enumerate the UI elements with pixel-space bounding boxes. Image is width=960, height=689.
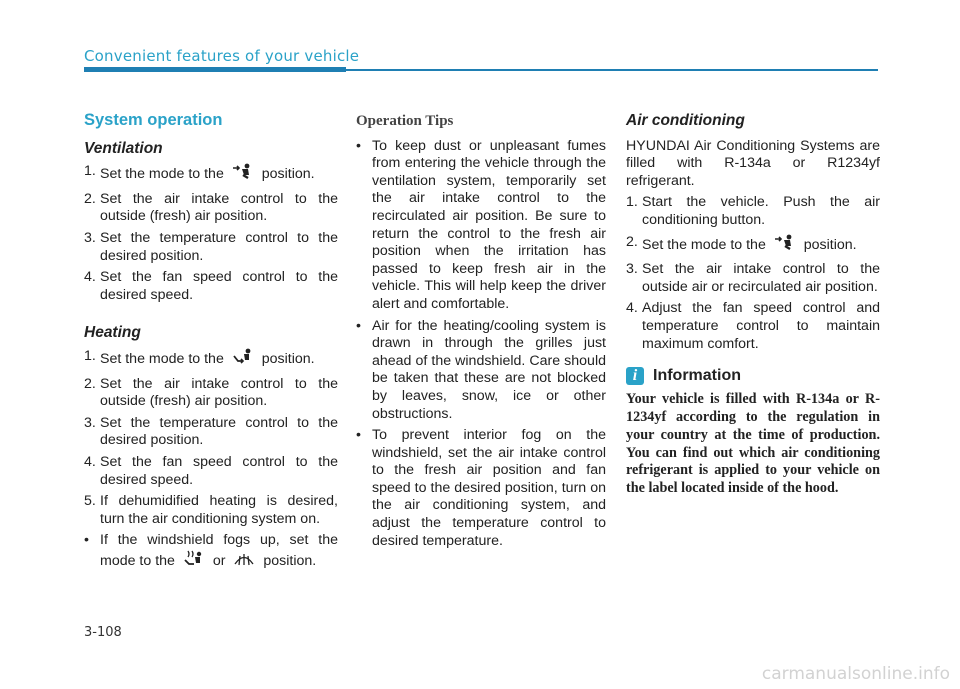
- tip-item: • To prevent interior fog on the windshield, set the air intake control to the fresh air position and fan speed to the desired position, turn on the air conditioning system, and adjust the temperature control to desired temperature.: [356, 427, 606, 549]
- information-header: [626, 367, 880, 385]
- operation-tips-title: Operation Tips: [356, 113, 454, 129]
- section-header-title: Convenient features of your vehicle: [84, 47, 360, 65]
- heating-step-1: 1. Set the mode to the position.: [84, 348, 338, 372]
- ac-step-1: 1. Start the vehicle. Push the air conditioning button.: [626, 194, 880, 228]
- heating-step-3: 3. Set the temperature control to the desired position.: [84, 414, 338, 449]
- ac-step-2: 2. Set the mode to the position.: [626, 234, 880, 258]
- operation-tips-list: [356, 138, 606, 551]
- heating-title: Heating: [84, 324, 141, 342]
- ventilation-title: Ventilation: [84, 139, 163, 157]
- ventilation-steps: [84, 163, 338, 304]
- air-conditioning-intro: HYUNDAI Air Conditioning Systems are filled with R-134a or R1234yf refrigerant.: [626, 137, 880, 189]
- ac-step-3: 3. Set the air intake control to the outside air or recirculated air position.: [626, 261, 880, 295]
- heating-step-2: 2. Set the air intake control to the outside (fresh) air position.: [84, 375, 338, 410]
- column-operation-tips: [356, 110, 606, 554]
- ventilation-step-1: 1. Set the mode to the position.: [84, 163, 338, 187]
- air-conditioning-steps: [626, 194, 880, 353]
- information-title: Information: [653, 367, 741, 385]
- heating-step-4: 4. Set the fan speed control to the desired speed.: [84, 453, 338, 488]
- header-rule-thin: [346, 69, 878, 71]
- information-body: Your vehicle is filled with R-134a or R-1234yf according to the regulation in your country at the time of production. You can find out which air conditioning refrigerant is applied to your vehicle on the label located inside of the hood.: [626, 391, 880, 497]
- tip-item: • To keep dust or unpleasant fumes from entering the vehicle through the ventilation system, temporarily set the air intake control to the recirculated air position. Be sure to return the control to the fresh air position when the irritation has passed to keep fresh air in the vehicle. This will help keep the driver alert and comfortable.: [356, 137, 606, 312]
- mode-floor-icon: [232, 348, 254, 372]
- mode-floor-defrost-icon: [183, 550, 205, 574]
- heating-bullet-windshield: • If the windshield fogs up, set the mode to the or position.: [84, 532, 338, 573]
- air-conditioning-title: Air conditioning: [626, 112, 745, 129]
- header-rule-thick: [84, 67, 346, 72]
- heating-step-5: 5. If dehumidified heating is desired, turn the air conditioning system on.: [84, 493, 338, 527]
- heating-steps: [84, 348, 338, 528]
- mode-face-icon: [774, 234, 796, 258]
- ventilation-step-3: 3. Set the temperature control to the desired position.: [84, 229, 338, 264]
- mode-face-icon: [232, 163, 254, 187]
- heating-bullets: [84, 532, 338, 573]
- watermark: carmanualsonline.info: [761, 664, 950, 684]
- ventilation-step-2: 2. Set the air intake control to the outside (fresh) air position.: [84, 190, 338, 225]
- ac-step-4: 4. Adjust the fan speed control and temperature control to maintain maximum comfort.: [626, 300, 880, 352]
- info-icon: i: [626, 367, 644, 385]
- column-system-operation: [84, 110, 338, 577]
- page-number: 3-108: [84, 625, 122, 640]
- tip-item: • Air for the heating/cooling system is drawn in through the grilles just ahead of the windshield. Care should be taken that these are not blocked by leaves, snow, ice or other obstructions.: [356, 317, 606, 422]
- ventilation-step-4: 4. Set the fan speed control to the desired speed.: [84, 269, 338, 303]
- defrost-icon: [233, 550, 255, 574]
- column-air-conditioning: [626, 110, 880, 498]
- system-operation-title: System operation: [84, 111, 223, 129]
